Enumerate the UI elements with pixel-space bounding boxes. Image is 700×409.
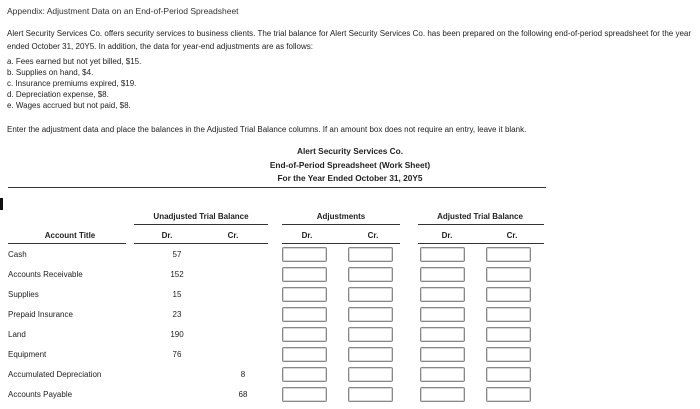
- divider: [282, 243, 400, 244]
- divider: [418, 224, 544, 225]
- divider: [282, 224, 400, 225]
- unadjusted-cr-header: Cr.: [227, 231, 239, 240]
- unadjusted-dr-value: 57: [172, 250, 182, 259]
- adjustments-dr-input[interactable]: [282, 367, 327, 382]
- appendix-title: Appendix: Adjustment Data on an End-of-Period Spreadsheet: [7, 6, 239, 16]
- list-item: d. Depreciation expense, $8.: [7, 90, 109, 99]
- adjustments-cr-input[interactable]: [348, 287, 393, 302]
- adjustments-dr-header: Dr.: [301, 231, 313, 240]
- adjustments-cr-input[interactable]: [348, 307, 393, 322]
- unadjusted-dr-value: 190: [170, 330, 184, 339]
- list-item: a. Fees earned but not yet billed, $15.: [7, 57, 142, 66]
- adjustments-cr-input[interactable]: [348, 387, 393, 402]
- divider: [134, 224, 268, 225]
- divider: [8, 187, 546, 188]
- unadjusted-dr-value: 23: [172, 310, 182, 319]
- divider: [8, 243, 126, 244]
- adjusted-dr-input[interactable]: [420, 267, 465, 282]
- adjustments-dr-input[interactable]: [282, 307, 327, 322]
- adjustments-cr-input[interactable]: [348, 347, 393, 362]
- problem-intro: Alert Security Services Co. offers security services to business clients. The trial balance for Alert Security Services Co. has been prepared on the following end-of-period spreadsheet for the year ended October 31, 20Y5. In addition, the data for year-end adjustments are as follows:: [7, 29, 692, 51]
- adjustments-dr-input[interactable]: [282, 247, 327, 262]
- adjustments-dr-input[interactable]: [282, 287, 327, 302]
- list-item: b. Supplies on hand, $4.: [7, 68, 94, 77]
- unadjusted-cr-value: 68: [238, 390, 248, 399]
- adjusted-cr-input[interactable]: [486, 247, 531, 262]
- adjustments-dr-input[interactable]: [282, 387, 327, 402]
- divider: [134, 243, 268, 244]
- adjusted-cr-input[interactable]: [486, 267, 531, 282]
- unadjusted-dr-value: 152: [170, 270, 184, 279]
- divider: [418, 243, 544, 244]
- unadjusted-dr-value: 15: [172, 290, 182, 299]
- adjusted-dr-input[interactable]: [420, 307, 465, 322]
- adjusted-dr-input[interactable]: [420, 287, 465, 302]
- account-title: Land: [8, 330, 26, 339]
- account-title: Accounts Receivable: [8, 270, 83, 279]
- adjusted-cr-input[interactable]: [486, 347, 531, 362]
- account-title: Cash: [8, 250, 27, 259]
- adjusted-dr-input[interactable]: [420, 247, 465, 262]
- adjustments-dr-input[interactable]: [282, 347, 327, 362]
- adjustments-cr-input[interactable]: [348, 327, 393, 342]
- adjustments-cr-input[interactable]: [348, 367, 393, 382]
- period-title: For the Year Ended October 31, 20Y5: [277, 173, 423, 183]
- adjustments-dr-input[interactable]: [282, 267, 327, 282]
- adjusted-dr-input[interactable]: [420, 387, 465, 402]
- adjustments-header: Adjustments: [316, 212, 366, 221]
- adjustments-cr-header: Cr.: [367, 231, 379, 240]
- adjusted-cr-input[interactable]: [486, 387, 531, 402]
- adjustments-cr-input[interactable]: [348, 267, 393, 282]
- account-title: Accounts Payable: [8, 390, 73, 399]
- scroll-marker: [0, 198, 3, 210]
- company-name: Alert Security Services Co.: [296, 146, 404, 156]
- list-item: e. Wages accrued but not paid, $8.: [7, 101, 131, 110]
- adjusted-dr-input[interactable]: [420, 327, 465, 342]
- adjustment-data-list: [7, 56, 141, 111]
- account-title: Accumulated Depreciation: [8, 370, 102, 379]
- adjusted-header: Adjusted Trial Balance: [437, 212, 523, 221]
- account-title-header: Account Title: [44, 231, 96, 240]
- list-item: c. Insurance premiums expired, $19.: [7, 79, 137, 88]
- unadjusted-cr-value: 8: [240, 370, 246, 379]
- adjusted-cr-input[interactable]: [486, 367, 531, 382]
- instructions: Enter the adjustment data and place the balances in the Adjusted Trial Balance columns. If an amount box does not require an entry, leave it blank.: [7, 125, 527, 134]
- adjustments-cr-input[interactable]: [348, 247, 393, 262]
- adjustments-dr-input[interactable]: [282, 327, 327, 342]
- adjusted-dr-header: Dr.: [441, 231, 453, 240]
- account-title: Prepaid Insurance: [8, 310, 73, 319]
- adjusted-cr-input[interactable]: [486, 327, 531, 342]
- adjusted-dr-input[interactable]: [420, 367, 465, 382]
- adjusted-dr-input[interactable]: [420, 347, 465, 362]
- adjusted-cr-input[interactable]: [486, 307, 531, 322]
- unadjusted-dr-value: 76: [172, 350, 182, 359]
- account-title: Equipment: [8, 350, 47, 359]
- adjusted-cr-input[interactable]: [486, 287, 531, 302]
- account-title: Supplies: [8, 290, 39, 299]
- unadjusted-dr-header: Dr.: [161, 231, 173, 240]
- unadjusted-header: Unadjusted Trial Balance: [153, 212, 249, 221]
- adjusted-cr-header: Cr.: [506, 231, 518, 240]
- sheet-name: End-of-Period Spreadsheet (Work Sheet): [269, 160, 431, 170]
